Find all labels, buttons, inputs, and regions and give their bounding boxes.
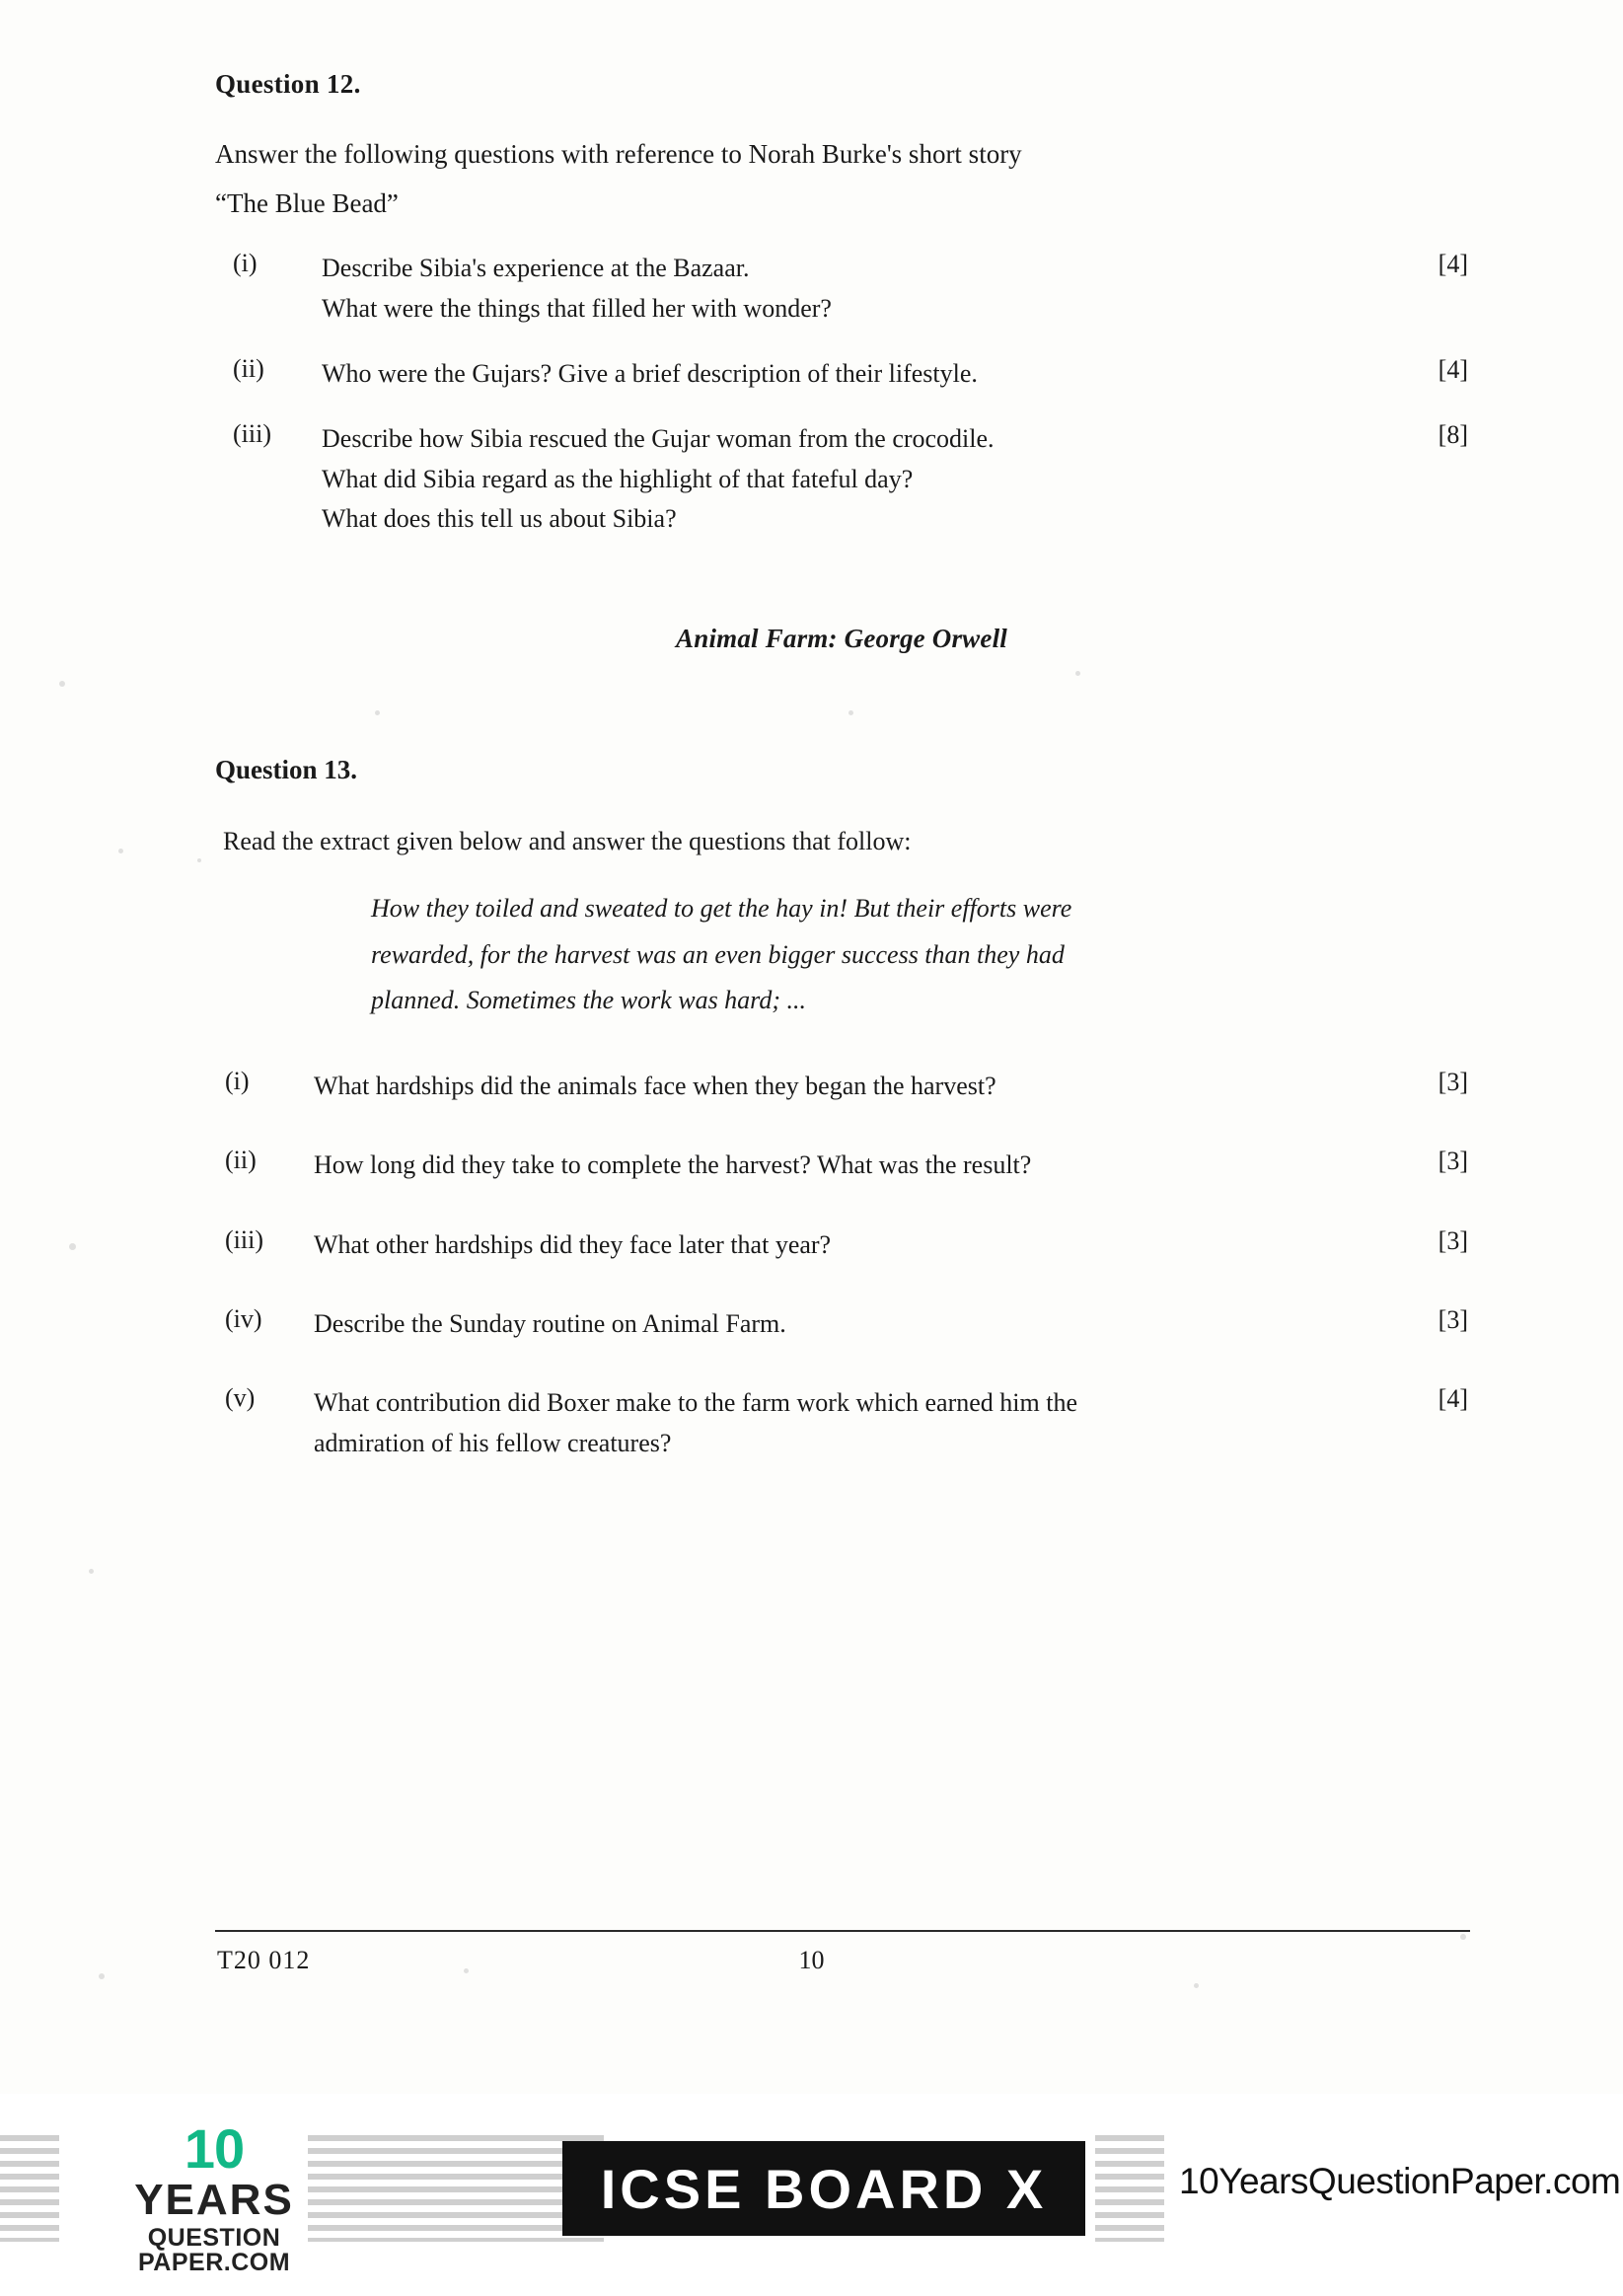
item-text-line3: What does this tell us about Sibia?: [322, 503, 677, 533]
item-marks: [3]: [1438, 1225, 1468, 1255]
question-13-list: [215, 1067, 1468, 1463]
item-marks: [3]: [1438, 1068, 1468, 1097]
item-text-line1: What contribution did Boxer make to the farm work which earned him the: [314, 1388, 1077, 1418]
footer-page-number: 10: [798, 1946, 825, 1974]
item-number: (i): [233, 249, 258, 278]
question-13-item-iv: [215, 1304, 1468, 1344]
question-12-item-iii: [215, 419, 1468, 539]
question-13-item-ii: [215, 1146, 1468, 1185]
item-number: (i): [225, 1067, 250, 1096]
item-text-line1: What other hardships did they face later that year?: [314, 1229, 832, 1259]
question-12-list: [215, 249, 1468, 539]
scan-speck: [118, 849, 123, 853]
watermark-band: [0, 2094, 1623, 2296]
question-13-heading: Question 13.: [215, 755, 358, 785]
extract-passage: [371, 886, 1318, 1023]
item-text-line2: What were the things that filled her with wonder?: [322, 293, 832, 323]
item-text-line2: What did Sibia regard as the highlight of that fateful day?: [322, 464, 914, 493]
item-marks: [4]: [1438, 355, 1468, 385]
board-label-badge: ICSE BOARD X: [562, 2141, 1085, 2236]
scan-speck: [89, 1569, 94, 1574]
site-url-text: 10YearsQuestionPaper.com: [1179, 2161, 1621, 2201]
stripe-pattern-left: [0, 2135, 59, 2242]
item-text: [314, 1304, 1379, 1344]
question-13-instruction: Read the extract given below and answer the questions that follow:: [223, 827, 912, 856]
item-number: (ii): [225, 1146, 257, 1175]
item-marks: [3]: [1438, 1147, 1468, 1176]
scan-speck: [69, 1243, 76, 1250]
item-text: [314, 1225, 1379, 1265]
item-text: [322, 354, 1379, 394]
footer-paper-code: T20 012: [217, 1946, 311, 1974]
question-12-item-i: [215, 249, 1468, 329]
item-text: [322, 419, 1379, 539]
item-number: (iii): [225, 1224, 263, 1254]
item-text: [314, 1146, 1379, 1185]
item-text-line1: Describe Sibia's experience at the Bazaar.: [322, 254, 750, 283]
site-logo: [91, 2117, 337, 2276]
question-13-item-i: [215, 1067, 1468, 1106]
item-marks: [3]: [1438, 1304, 1468, 1334]
logo-number: 10: [184, 2117, 245, 2180]
logo-subtitle: QUESTION PAPER.COM: [137, 2224, 291, 2276]
item-text-line1: What hardships did the animals face when they began the harvest?: [314, 1072, 996, 1101]
question-13-item-v: [215, 1383, 1468, 1463]
question-12-heading: Question 12.: [215, 69, 361, 99]
item-text: [322, 249, 1379, 329]
item-text: [314, 1067, 1379, 1106]
question-12-intro-line2: “The Blue Bead”: [215, 187, 399, 218]
item-text-line1: Describe the Sunday routine on Animal Farm.: [314, 1308, 786, 1338]
scan-speck: [1194, 1983, 1199, 1988]
footer-divider: [215, 1930, 1470, 1932]
question-12-item-ii: [215, 354, 1468, 394]
section-title: Animal Farm: George Orwell: [676, 624, 1007, 654]
item-text-line1: Who were the Gujars? Give a brief description of their lifestyle.: [322, 359, 978, 389]
question-13-item-iii: [215, 1225, 1468, 1265]
question-12-intro-line1: Answer the following questions with reference to Norah Burke's short story: [215, 139, 1022, 169]
scan-speck: [197, 858, 201, 862]
item-marks: [4]: [1438, 1384, 1468, 1414]
scan-speck: [1460, 1934, 1466, 1940]
item-number: (iv): [225, 1303, 262, 1333]
item-marks: [8]: [1438, 420, 1468, 450]
logo-years: YEARS: [134, 2176, 294, 2224]
scan-speck: [59, 681, 65, 687]
stripe-pattern-middle: [308, 2135, 604, 2242]
item-marks: [4]: [1438, 250, 1468, 279]
item-number: (iii): [233, 419, 271, 449]
item-text-line1: How long did they take to complete the harvest? What was the result?: [314, 1150, 1032, 1180]
item-text-line2: admiration of his fellow creatures?: [314, 1428, 672, 1457]
page-content: [215, 69, 1468, 1503]
item-text-line1: Describe how Sibia rescued the Gujar woman from the crocodile.: [322, 424, 995, 454]
extract-line1: How they toiled and sweated to get the hay in! But their efforts were: [371, 894, 1072, 924]
stripe-pattern-right: [1095, 2135, 1164, 2242]
extract-line2: rewarded, for the harvest was an even bigger success than they had: [371, 939, 1065, 969]
item-number: (ii): [233, 354, 264, 384]
extract-line3: planned. Sometimes the work was hard; ...: [371, 985, 806, 1014]
item-text: [314, 1383, 1379, 1463]
item-number: (v): [225, 1383, 256, 1413]
